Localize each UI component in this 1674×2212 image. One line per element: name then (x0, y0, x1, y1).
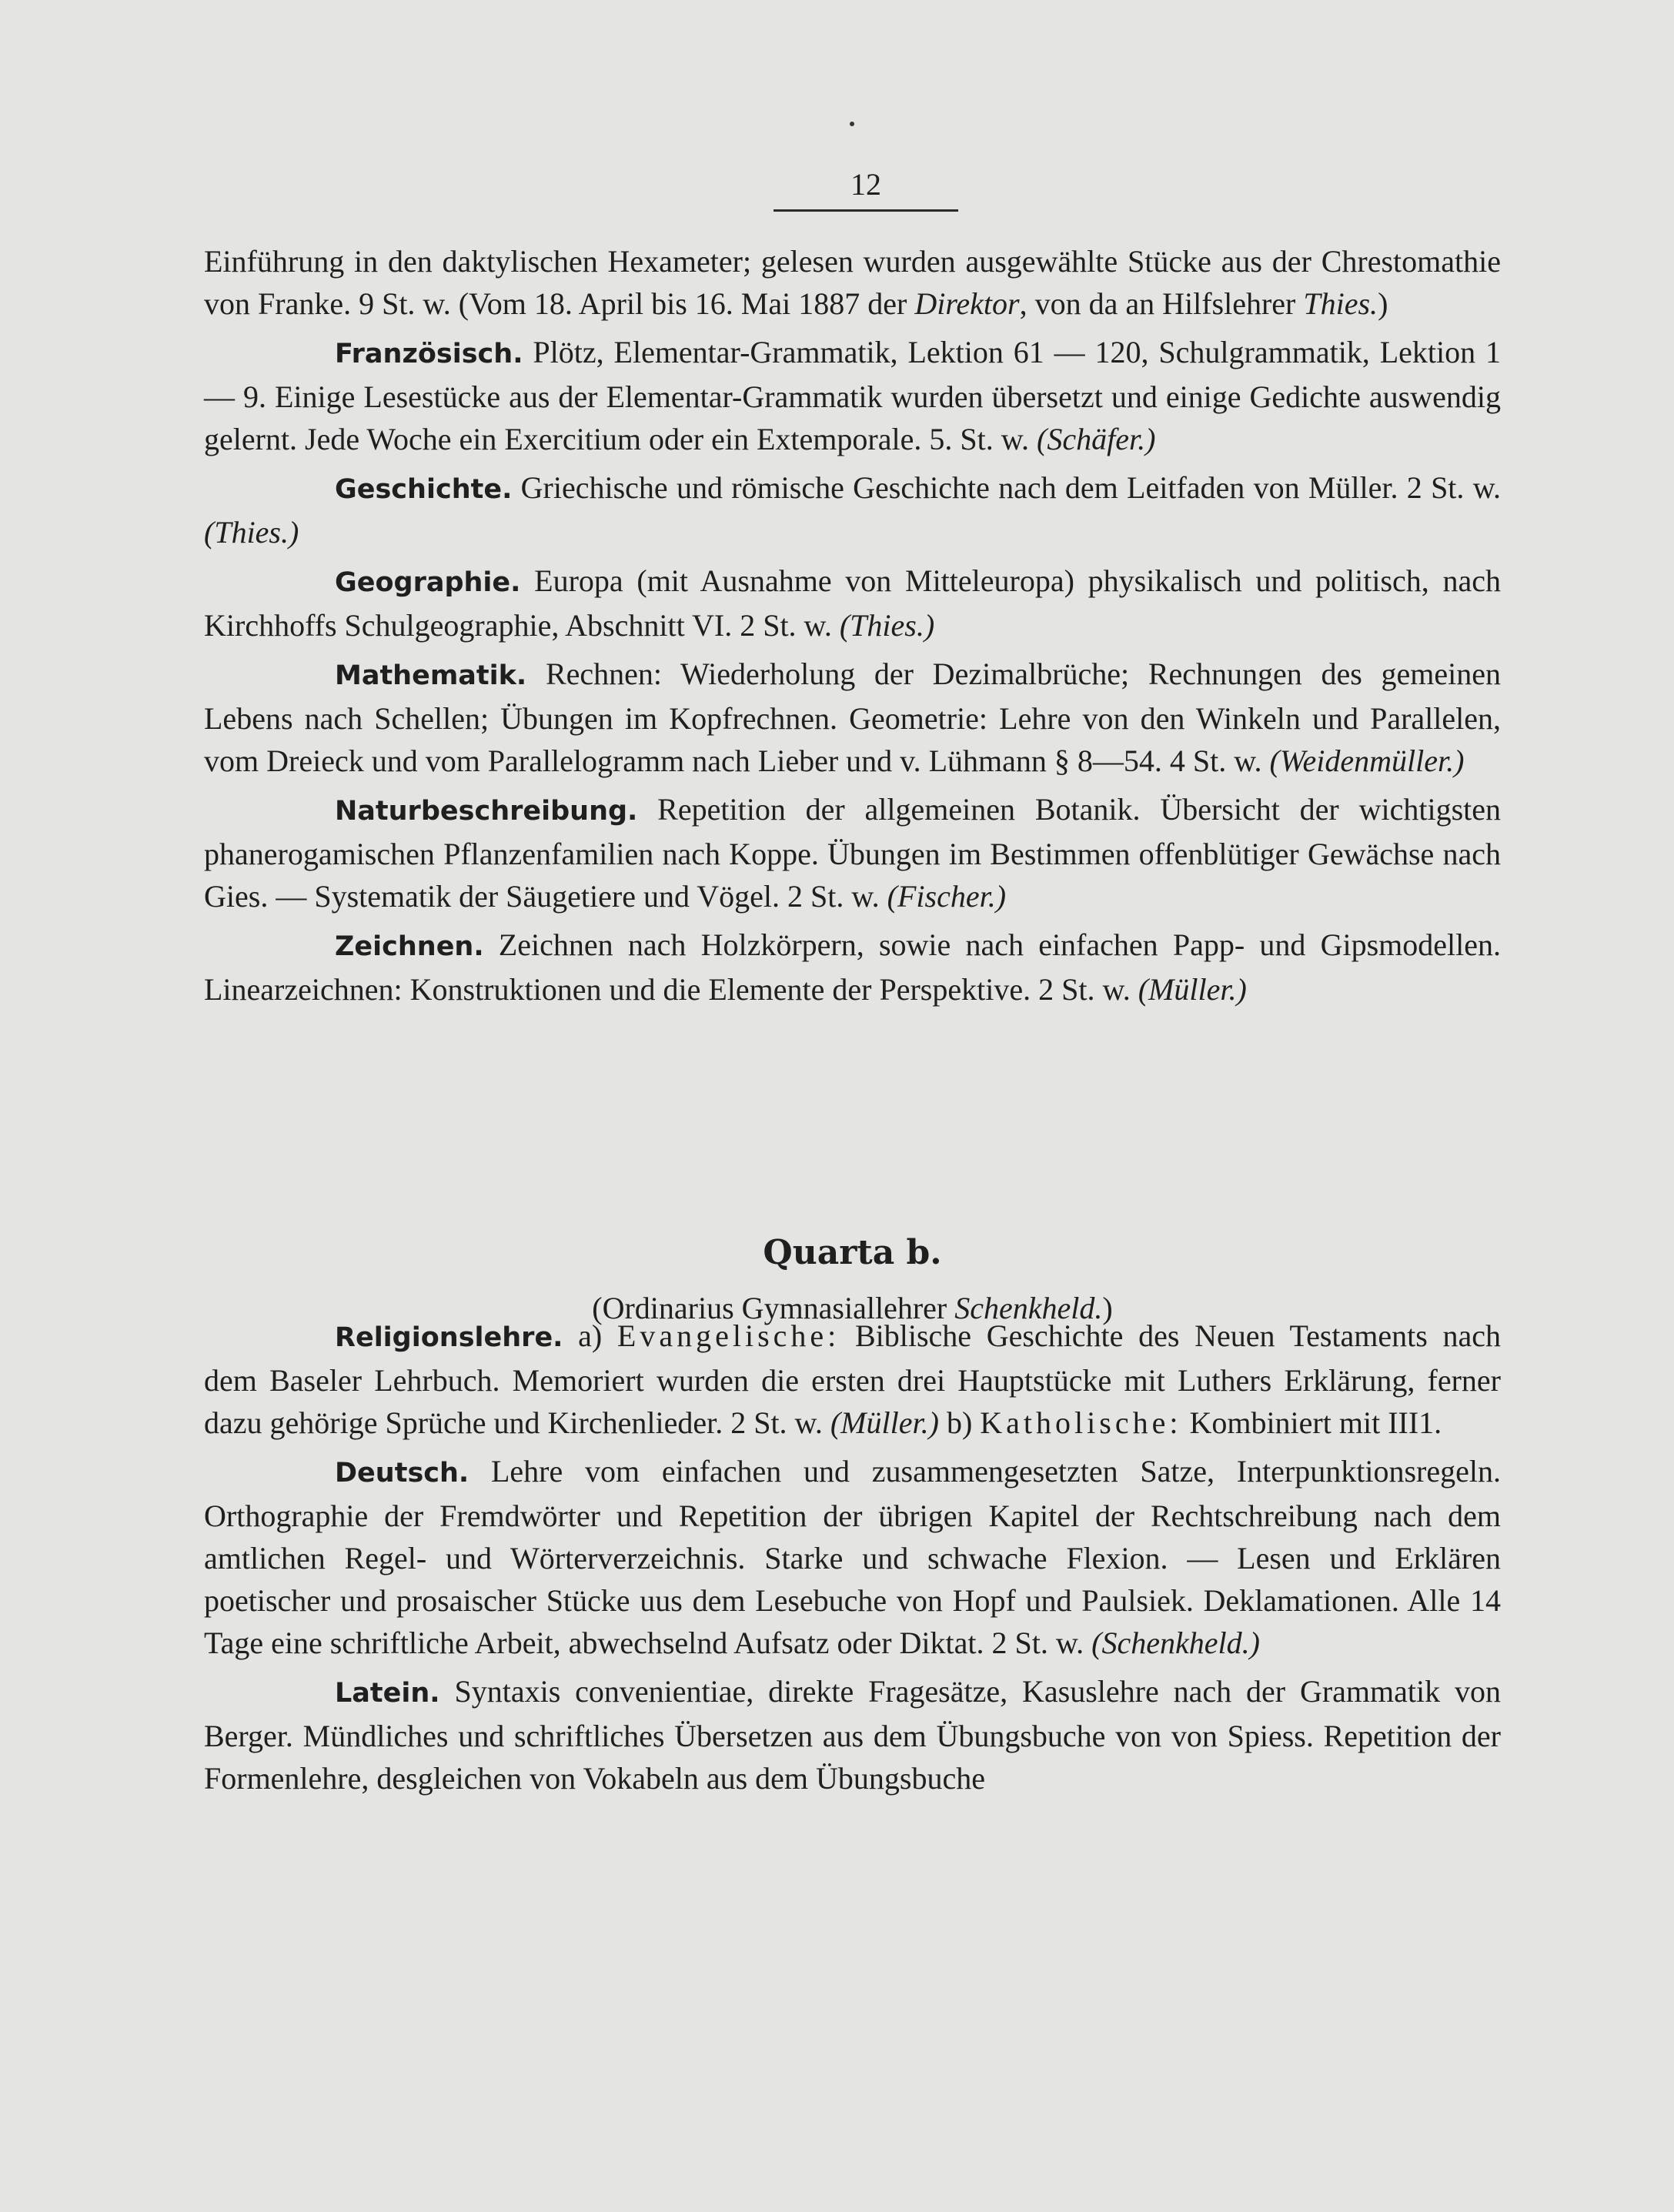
text-run: , von da an Hilfslehrer (1019, 286, 1304, 321)
text-run: ) (1378, 286, 1388, 321)
subject-heading: Zeichnen. (335, 931, 484, 962)
subject-heading: Geschichte. (335, 474, 513, 505)
subject-heading: Latein. (335, 1678, 440, 1709)
page-number: 12 (774, 163, 958, 212)
section-quarta-a-continued (204, 240, 1501, 1017)
teacher-name: Schenkheld. (954, 1291, 1103, 1325)
teacher-name: (Schenkheld.) (1091, 1626, 1260, 1660)
paragraph-geschichte (204, 466, 1501, 553)
teacher-name: Direktor (914, 286, 1020, 321)
subject-heading: Deutsch. (335, 1458, 469, 1489)
teacher-name: Thies. (1303, 286, 1378, 321)
subject-heading: Mathematik. (335, 660, 527, 691)
text-run: Zeichnen nach Holzkörpern, sowie nach einfachen Papp- und Gipsmodellen. Linearzeichnen: Konstruktionen und die Elemente der Perspektive. 2 St. w. (204, 927, 1501, 1007)
confession-label: Evangelische: (616, 1318, 840, 1353)
paragraph-deutsch (204, 1450, 1501, 1664)
text-run: b) (938, 1405, 981, 1440)
paragraph-franzoesisch (204, 331, 1501, 460)
paragraph-hexameter (204, 240, 1501, 325)
subject-heading: Religionslehre. (335, 1322, 563, 1353)
paragraph-geographie (204, 560, 1501, 647)
text-run: Lehre vom einfachen und zusammengesetzten Satze, Interpunktionsregeln. Orthographie der Fremdwörter und Repetition der übrigen Kapitel der Rechtschreibung nach dem amtlichen Regel- und Wörterverzeichnis. Starke und schwache Flexion. — Lesen und Erklären poetischer und prosaischer Stücke uus dem Lesebuche von Hopf und Paulsiek. Deklamationen. Alle 14 Tage eine schriftliche Arbeit, abwechselnd Aufsatz oder Diktat. 2 St. w. (204, 1454, 1501, 1660)
text-run: Rechnen: Wiederholung der Dezimalbrüche; Rechnungen des gemeinen Lebens nach Schellen; Übungen im Kopfrechnen. Geometrie: Lehre von den Winkeln und Parallelen, vom Dreieck und vom Parallelogramm nach Lieber und v. Lühmann § 8—54. 4 St. w. (204, 657, 1501, 778)
text-run: Griechische und römische Geschichte nach dem Leitfaden von Müller. 2 St. w. (512, 470, 1501, 505)
teacher-name: (Thies.) (204, 515, 299, 550)
paragraph-latein (204, 1670, 1501, 1799)
section-quarta-b (204, 1315, 1501, 1806)
text-run: Syntaxis convenientiae, direkte Fragesätze, Kasuslehre nach der Grammatik von Berger. Mündliches und schriftliches Übersetzen aus dem Übungsbuche von von Spiess. Repetition der Formenlehre, desgleichen von Vokabeln aus dem Übungsbuche (204, 1674, 1501, 1796)
text-run: a) (563, 1318, 617, 1353)
confession-label: Katholische: (980, 1405, 1182, 1440)
subject-heading: Französisch. (335, 339, 523, 369)
subject-heading: Naturbeschreibung. (335, 796, 638, 827)
text-run: ) (1102, 1291, 1113, 1325)
text-run: Einführung in den daktylischen Hexameter; gelesen wurden ausgewählte Stücke aus der Chrestomathie von Franke. 9 St. w. (Vom 18. April bis 16. Mai 1887 der (204, 244, 1501, 321)
teacher-name: (Schäfer.) (1037, 422, 1156, 456)
text-run: (Ordinarius Gymnasiallehrer (592, 1291, 955, 1325)
paragraph-religionslehre (204, 1315, 1501, 1444)
paragraph-mathematik (204, 653, 1501, 782)
text-run: Europa (mit Ausnahme von Mitteleuropa) physikalisch und politisch, nach Kirchhoffs Schulgeographie, Abschnitt VI. 2 St. w. (204, 563, 1501, 643)
teacher-name: (Fischer.) (887, 879, 1007, 914)
teacher-name: (Müller.) (830, 1405, 939, 1440)
paragraph-naturbeschreibung (204, 788, 1501, 917)
teacher-name: (Weidenmüller.) (1269, 743, 1465, 778)
text-run: Biblische Geschichte des Neuen Testaments nach dem Baseler Lehrbuch. Memoriert wurden die ersten drei Hauptstücke mit Luthers Erklärung, ferner dazu gehörige Sprüche und Kirchenlieder. 2 St. w. (204, 1318, 1501, 1440)
teacher-name: (Thies.) (839, 608, 935, 643)
text-run: Plötz, Elementar-Grammatik, Lektion 61 — 120, Schulgrammatik, Lektion 1 — 9. Einige Lesestücke aus der Elementar-Grammatik wurden übersetzt und einige Gedichte auswendig gelernt. Jede Woche ein Exercitium oder ein Extemporale. 5. St. w. (204, 335, 1501, 456)
section-heading-quarta-b: Quarta b. (763, 1233, 942, 1272)
print-speck (850, 122, 854, 126)
subject-heading: Geographie. (335, 567, 521, 598)
paragraph-zeichnen (204, 924, 1501, 1011)
teacher-name: (Müller.) (1138, 972, 1247, 1007)
text-run: Kombiniert mit III1. (1181, 1405, 1442, 1440)
text-run: Repetition der allgemeinen Botanik. Übersicht der wichtigsten phanerogamischen Pflanzenfamilien nach Koppe. Übungen im Bestimmen offenblütiger Gewächse nach Gies. — Systematik der Säugetiere und Vögel. 2 St. w. (204, 792, 1501, 914)
